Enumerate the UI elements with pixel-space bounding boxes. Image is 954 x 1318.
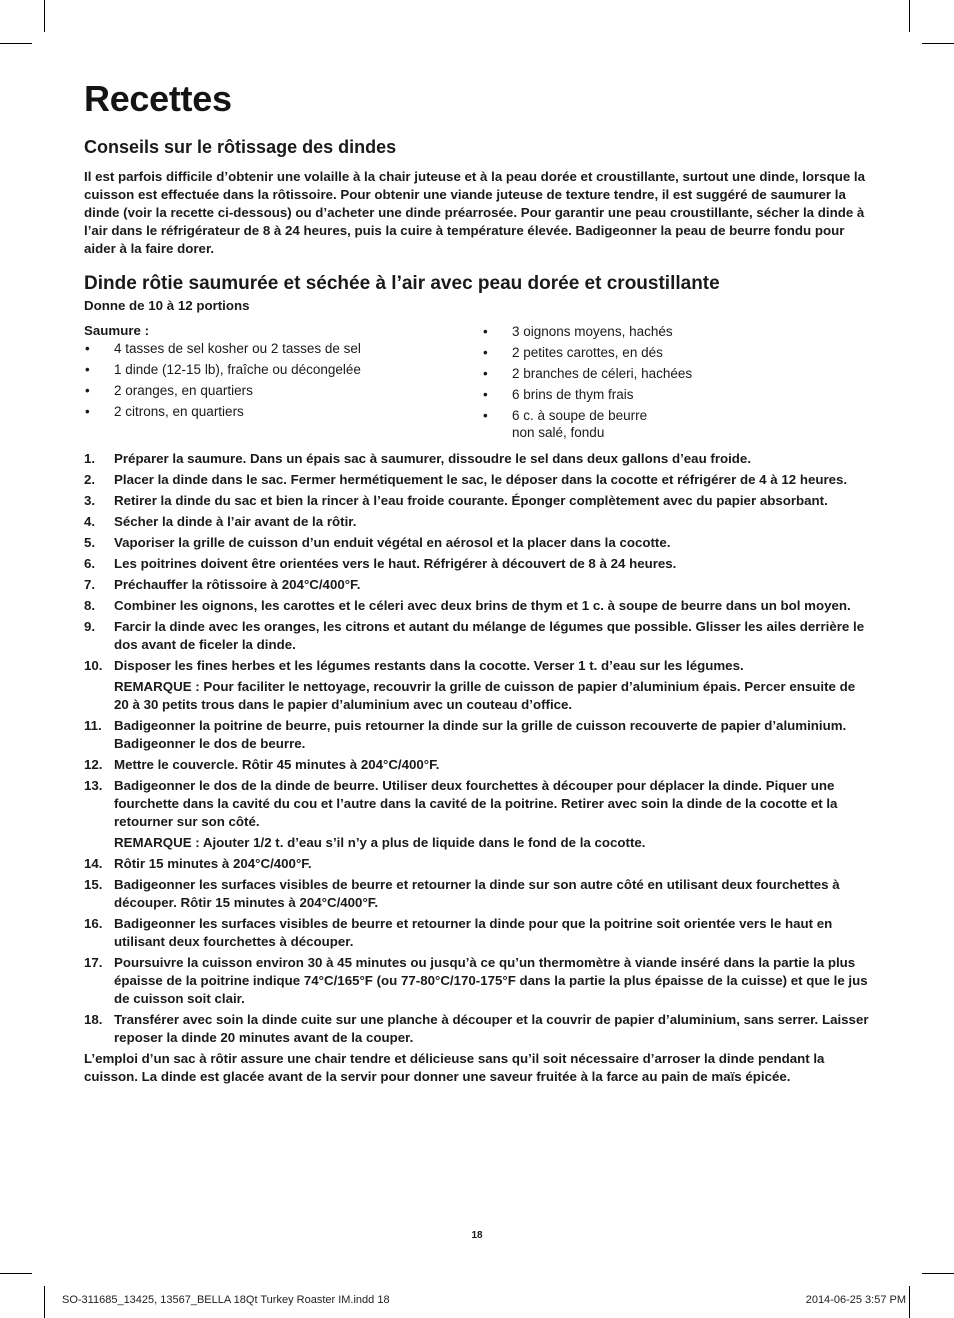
- step-text: Combiner les oignons, les carottes et le céleri avec deux brins de thym et 1 c. à soupe de beurre dans un bol moyen.: [114, 598, 851, 613]
- step-item: [84, 876, 872, 912]
- step-item: [84, 450, 872, 468]
- crop-mark-bottom-right-v: [909, 1286, 910, 1318]
- step-number: 4.: [84, 514, 96, 529]
- step-text: Préparer la saumure. Dans un épais sac à saumurer, dissoudre le sel dans deux gallons d’eau froide.: [114, 451, 752, 466]
- step-number: 6.: [84, 556, 96, 571]
- step-item: [84, 756, 872, 774]
- step-number: 16.: [84, 916, 103, 931]
- crop-mark-top-left-v: [44, 0, 45, 32]
- step-item: [84, 492, 872, 510]
- recipe-heading: Dinde rôtie saumurée et séchée à l’air avec peau dorée et croustillante: [84, 273, 720, 294]
- bullet-icon: •: [85, 383, 90, 398]
- ingredient-text: 6 brins de thym frais: [512, 387, 634, 402]
- step-text: Farcir la dinde avec les oranges, les citrons et autant du mélange de légumes que possible. Glisser les ailes derrière le dos avant de ficeler la dinde.: [114, 619, 865, 652]
- step-item: [84, 534, 872, 552]
- recipe-steps: [84, 450, 872, 1047]
- step-number: 5.: [84, 535, 96, 550]
- crop-mark-bottom-right-h: [922, 1273, 954, 1274]
- step-number: 3.: [84, 493, 96, 508]
- step-note: REMARQUE : Pour faciliter le nettoyage, recouvrir la grille de cuisson de papier d’aluminium épais. Percer ensuite de 20 à 30 petits trous dans le papier d’aluminium avec un couteau d’office.: [114, 679, 856, 712]
- page-content: [84, 76, 872, 1086]
- bullet-icon: •: [483, 345, 488, 360]
- footer-file-slug: SO-311685_13425, 13567_BELLA 18Qt Turkey Roaster IM.indd 18: [62, 1294, 390, 1306]
- ingredient-text: 3 oignons moyens, hachés: [512, 324, 673, 339]
- step-text: Badigeonner la poitrine de beurre, puis retourner la dinde sur la grille de cuisson recouverte de papier d’aluminium. Badigeonner le dos de beurre.: [114, 718, 847, 751]
- step-text: Transférer avec soin la dinde cuite sur une planche à découper et la couvrir de papier d’aluminium, sans serrer. Laisser reposer la dinde 20 minutes avant de la couper.: [114, 1012, 869, 1045]
- bullet-icon: •: [483, 366, 488, 381]
- ingredient-item: [84, 340, 482, 357]
- recipe-yield: Donne de 10 à 12 portions: [84, 298, 250, 313]
- ingredient-item: [482, 365, 872, 382]
- ingredient-item: [482, 407, 872, 441]
- step-text: Poursuivre la cuisson environ 30 à 45 minutes ou jusqu’à ce qu’un thermomètre à viande inséré dans la partie la plus épaisse de la poitrine indique 74°C/165°F (ou 77-80°C/170-175°F dans la partie la plus épaisse de la cuisse) et que le jus de cuisson soit clair.: [114, 955, 868, 1006]
- step-number: 14.: [84, 856, 103, 871]
- crop-mark-top-left-h: [0, 43, 32, 44]
- step-text: Disposer les fines herbes et les légumes restants dans la cocotte. Verser 1 t. d’eau sur les légumes.: [114, 658, 744, 673]
- ingredient-text: 2 citrons, en quartiers: [114, 404, 244, 419]
- step-number: 17.: [84, 955, 103, 970]
- crop-mark-top-right-v: [909, 0, 910, 32]
- ingredient-list-right: [482, 323, 872, 441]
- ingredient-item: [84, 361, 482, 378]
- step-item: [84, 576, 872, 594]
- ingredient-text: 2 branches de céleri, hachées: [512, 366, 693, 381]
- step-number: 1.: [84, 451, 96, 466]
- step-number: 10.: [84, 658, 103, 673]
- step-number: 12.: [84, 757, 103, 772]
- crop-mark-bottom-left-v: [44, 1286, 45, 1318]
- tips-paragraph: Il est parfois difficile d’obtenir une volaille à la chair juteuse et à la peau dorée et croustillante, surtout une dinde, lorsque la cuisson est effectuée dans la rôtissoire. Pour obtenir une viande juteuse de texture tendre, il est suggéré de saumurer la dinde (voir la recette ci-dessous) ou d’acheter une dinde préarrosée. Pour garantir une peau croustillante, sécher la dinde à l’air dans le réfrigérateur de 8 à 24 heures, puis la cuire à température élevée. Badigeonner la peau de beurre fondu pour aider à la faire dorer.: [84, 169, 866, 256]
- step-text: Mettre le couvercle. Rôtir 45 minutes à 204°C/400°F.: [114, 757, 440, 772]
- ingredient-item: [84, 382, 482, 399]
- ingredient-item: [84, 403, 482, 420]
- step-item: [84, 777, 872, 852]
- step-item: [84, 597, 872, 615]
- step-text: Rôtir 15 minutes à 204°C/400°F.: [114, 856, 312, 871]
- step-text: Sécher la dinde à l’air avant de la rôtir.: [114, 514, 357, 529]
- step-item: [84, 1011, 872, 1047]
- ingredient-text: 2 petites carottes, en dés: [512, 345, 663, 360]
- step-item: [84, 618, 872, 654]
- bullet-icon: •: [85, 404, 90, 419]
- page-title: Recettes: [84, 78, 232, 119]
- bullet-icon: •: [483, 387, 488, 402]
- ingredient-item: [482, 344, 872, 361]
- ingredient-text: 4 tasses de sel kosher ou 2 tasses de sel: [114, 341, 361, 356]
- step-text: Préchauffer la rôtissoire à 204°C/400°F.: [114, 577, 361, 592]
- step-text: Badigeonner les surfaces visibles de beurre et retourner la dinde sur son autre côté en utilisant deux fourchettes à découper. Rôtir 15 minutes à 204°C/400°F.: [114, 877, 840, 910]
- bullet-icon: •: [85, 362, 90, 377]
- step-item: [84, 513, 872, 531]
- closing-paragraph: L’emploi d’un sac à rôtir assure une chair tendre et délicieuse sans qu’il soit nécessaire d’arroser la dinde pendant la cuisson. La dinde est glacée avant de la servir pour donner une saveur fruitée à la farce au pain de maïs épicée.: [84, 1051, 825, 1084]
- step-item: [84, 657, 872, 714]
- step-note: REMARQUE : Ajouter 1/2 t. d’eau s’il n’y a plus de liquide dans le fond de la cocotte.: [114, 835, 646, 850]
- ingredients-column-right: [482, 322, 872, 445]
- step-item: [84, 555, 872, 573]
- step-text: Badigeonner les surfaces visibles de beurre et retourner la dinde pour que la poitrine soit orientée vers le haut en utilisant deux fourchettes à découper.: [114, 916, 833, 949]
- brine-label: Saumure :: [84, 323, 150, 338]
- bullet-icon: •: [483, 408, 488, 423]
- step-number: 13.: [84, 778, 103, 793]
- step-number: 8.: [84, 598, 96, 613]
- section-heading-tips: Conseils sur le rôtissage des dindes: [84, 137, 397, 157]
- step-text: Badigeonner le dos de la dinde de beurre. Utiliser deux fourchettes à découper pour déplacer la dinde. Piquer une fourchette dans la cavité du cou et l’autre dans la cavité de la poitrine. Retirer avec soin la dinde de la cocotte et la retourner sur son côté.: [114, 778, 838, 829]
- page-number: 18: [471, 1230, 483, 1241]
- step-item: [84, 915, 872, 951]
- step-number: 2.: [84, 472, 96, 487]
- step-number: 18.: [84, 1012, 103, 1027]
- bullet-icon: •: [483, 324, 488, 339]
- bullet-icon: •: [85, 341, 90, 356]
- step-text: Retirer la dinde du sac et bien la rincer à l’eau froide courante. Éponger complètement avec du papier absorbant.: [114, 493, 828, 508]
- ingredient-item: [482, 323, 872, 340]
- footer-date-slug: 2014-06-25 3:57 PM: [805, 1294, 906, 1306]
- step-text: Placer la dinde dans le sac. Fermer hermétiquement le sac, le déposer dans la cocotte et réfrigérer de 4 à 12 heures.: [114, 472, 848, 487]
- step-item: [84, 717, 872, 753]
- ingredient-text: 6 c. à soupe de beurre non salé, fondu: [512, 408, 648, 440]
- step-number: 11.: [84, 718, 102, 733]
- ingredients: [84, 322, 872, 445]
- step-text: Vaporiser la grille de cuisson d’un enduit végétal en aérosol et la placer dans la cocotte.: [114, 535, 671, 550]
- ingredient-text: 2 oranges, en quartiers: [114, 383, 253, 398]
- crop-mark-bottom-left-h: [0, 1273, 32, 1274]
- step-item: [84, 954, 872, 1008]
- step-item: [84, 471, 872, 489]
- ingredient-list-left: [84, 340, 482, 420]
- step-number: 9.: [84, 619, 96, 634]
- step-item: [84, 855, 872, 873]
- crop-mark-top-right-h: [922, 43, 954, 44]
- step-number: 7.: [84, 577, 96, 592]
- step-number: 15.: [84, 877, 103, 892]
- ingredients-column-left: [84, 322, 482, 445]
- ingredient-item: [482, 386, 872, 403]
- step-text: Les poitrines doivent être orientées vers le haut. Réfrigérer à découvert de 8 à 24 heures.: [114, 556, 677, 571]
- ingredient-text: 1 dinde (12-15 lb), fraîche ou décongelée: [114, 362, 361, 377]
